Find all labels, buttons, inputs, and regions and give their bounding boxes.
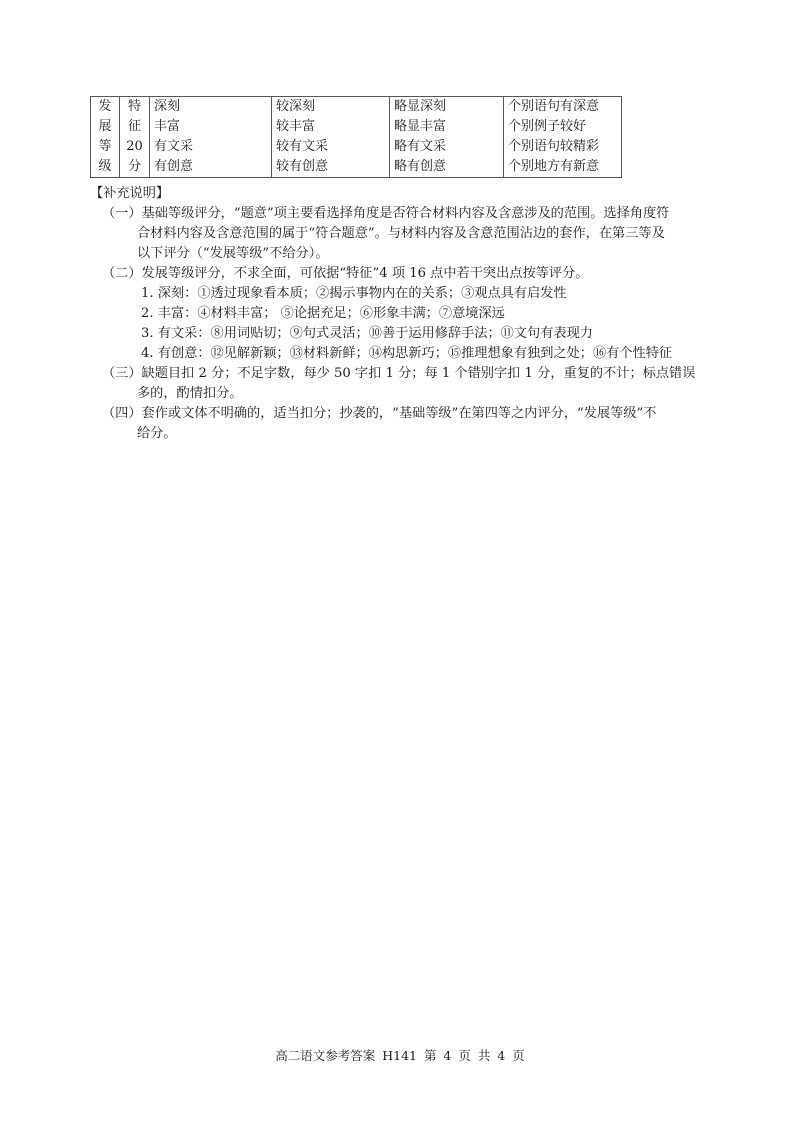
category-char: 发 [98,99,112,114]
level2-text: 较有创意 [276,159,329,174]
note-4-line: 给分。 [137,426,177,441]
level1-text: 深刻 [154,99,181,114]
grading-table [90,96,622,178]
feature-cell [120,97,150,178]
category-char: 等 [98,139,112,154]
level4-text: 个别例子较好 [508,119,587,134]
level3-cell [390,97,504,178]
category-char: 展 [98,119,112,134]
note-2-item: 3. 有文采：⑧用词贴切；⑨句式灵活；⑩善于运用修辞手法；⑪文句有表现力 [141,326,593,341]
page-footer: 高二语文参考答案 H141 第 4 页 共 4 页 [275,1048,525,1063]
note-2-item: 1. 深刻：①透过现象看本质；②揭示事物内在的关系；③观点具有启发性 [141,286,567,301]
note-3-line: （三）缺题目扣 2 分；不足字数，每少 50 字扣 1 分；每 1 个错别字扣 1 分，重复的不计；标点错误 [102,366,696,381]
note-3-line: 多的，酌情扣分。 [137,386,243,401]
supplementary-notes [90,184,730,444]
level3-text: 略有文采 [394,139,447,154]
level3-text: 略显深刻 [394,99,447,114]
feature-char: 分 [127,159,141,174]
feature-char: 特 [127,99,141,114]
note-1-line: 以下评分（“发展等级”不给分）。 [137,246,329,261]
note-1-line: （一）基础等级评分，“题意”项主要看选择角度是否符合材料内容及含意涉及的范围。选择角度符 [102,206,670,221]
level2-text: 较深刻 [276,99,316,114]
level2-text: 较丰富 [276,119,316,134]
level4-text: 个别语句有深意 [508,99,600,114]
note-1-line: 合材料内容及含意范围的属于“符合题意”。与材料内容及含意范围沾边的套作，在第三等及 [137,226,665,241]
category-cell [91,97,120,178]
note-2-item: 2. 丰富：④材料丰富； ⑤论据充足；⑥形象丰满；⑦意境深远 [141,306,505,321]
level1-text: 有创意 [154,159,194,174]
note-2-line: （二）发展等级评分，不求全面，可依据“特征”4 项 16 点中若干突出点按等评分。 [102,266,589,281]
level1-text: 有文采 [154,139,194,154]
feature-char: 征 [127,119,141,134]
note-2-item: 4. 有创意：⑫见解新颖；⑬材料新鲜；⑭构思新巧；⑮推理想象有独到之处；⑯有个性特征 [141,346,673,361]
level3-text: 略有创意 [394,159,447,174]
table-row [91,97,622,178]
level3-text: 略显丰富 [394,119,447,134]
level1-cell [150,97,272,178]
level2-text: 较有文采 [276,139,329,154]
level2-cell [272,97,390,178]
note-4-line: （四）套作或文体不明确的，适当扣分；抄袭的，“基础等级”在第四等之内评分，“发展等级”不 [102,406,657,421]
level1-text: 丰富 [154,119,181,134]
category-char: 级 [98,159,112,174]
notes-heading: 【补充说明】 [90,186,170,201]
feature-char: 20 [126,139,143,154]
level4-text: 个别地方有新意 [508,159,600,174]
level4-cell [504,97,622,178]
level4-text: 个别语句较精彩 [508,139,600,154]
